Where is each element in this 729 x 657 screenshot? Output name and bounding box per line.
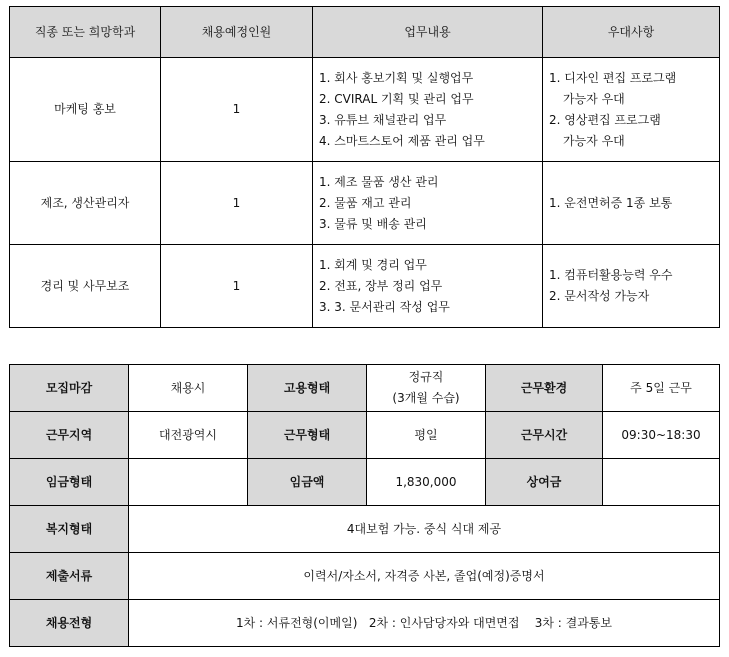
job-name: 마케팅 홍보 — [10, 58, 161, 162]
welfare-value: 4대보험 가능. 중식 식대 제공 — [129, 506, 720, 553]
process-label: 채용전형 — [10, 600, 129, 647]
process-value: 1차 : 서류전형(이메일) 2차 : 인사담당자와 대면면접 3차 : 결과통보 — [129, 600, 720, 647]
header-job: 직종 또는 희망학과 — [10, 7, 161, 58]
job-name: 경리 및 사무보조 — [10, 245, 161, 328]
welfare-label: 복지형태 — [10, 506, 129, 553]
environment-value: 주 5일 근무 — [603, 365, 720, 412]
wage-type-value — [129, 459, 248, 506]
work-form-value: 평일 — [367, 412, 486, 459]
bonus-label: 상여금 — [486, 459, 603, 506]
employment-type-label: 고용형태 — [248, 365, 367, 412]
work-form-label: 근무형태 — [248, 412, 367, 459]
deadline-label: 모집마감 — [10, 365, 129, 412]
header-preferences: 우대사항 — [543, 7, 720, 58]
location-value: 대전광역시 — [129, 412, 248, 459]
hire-count: 1 — [161, 245, 313, 328]
duty-item: 2. CVIRAL 기획 및 관리 업무 — [319, 91, 474, 106]
header-count: 채용예정인원 — [161, 7, 313, 58]
duty-item: 1. 회사 홍보기획 및 실행업무 — [319, 70, 474, 85]
documents-label: 제출서류 — [10, 553, 129, 600]
location-label: 근무지역 — [10, 412, 129, 459]
preference-item: 가능자 우대 — [563, 133, 625, 148]
duty-item: 3. 3. 문서관리 작성 업무 — [319, 299, 450, 314]
environment-label: 근무환경 — [486, 365, 603, 412]
hire-count: 1 — [161, 162, 313, 245]
employment-type-line: 정규직 — [408, 370, 444, 384]
preferences-list — [543, 58, 720, 162]
preference-item: 가능자 우대 — [563, 91, 625, 106]
working-conditions-table — [9, 364, 720, 647]
bonus-value — [603, 459, 720, 506]
job-name: 제조, 생산관리자 — [10, 162, 161, 245]
duty-item: 1. 회계 및 경리 업무 — [319, 257, 427, 272]
hours-label: 근무시간 — [486, 412, 603, 459]
documents-value: 이력서/자소서, 자격증 사본, 졸업(예정)증명서 — [129, 553, 720, 600]
hours-value: 09:30~18:30 — [603, 412, 720, 459]
duties-list — [313, 162, 543, 245]
job-duties-table — [9, 6, 720, 328]
table-row — [10, 245, 720, 328]
preferences-list — [543, 162, 720, 245]
preference-item: 1. 운전면허증 1종 보통 — [549, 195, 673, 210]
duty-item: 2. 전표, 장부 정리 업무 — [319, 278, 443, 293]
duty-item: 3. 물류 및 배송 관리 — [319, 216, 427, 231]
duty-item: 1. 제조 물품 생산 관리 — [319, 174, 439, 189]
duties-list — [313, 245, 543, 328]
duty-item: 2. 물품 재고 관리 — [319, 195, 412, 210]
duty-item: 4. 스마트스토어 제품 관리 업무 — [319, 133, 485, 148]
wage-amount-label: 임금액 — [248, 459, 367, 506]
employment-type-value — [367, 365, 486, 412]
preference-item: 1. 디자인 편집 프로그램 — [549, 70, 677, 85]
header-duties: 업무내용 — [313, 7, 543, 58]
preference-item: 1. 컴퓨터활용능력 우수 — [549, 268, 673, 282]
wage-amount-value: 1,830,000 — [367, 459, 486, 506]
wage-type-label: 임금형태 — [10, 459, 129, 506]
preference-item: 2. 영상편집 프로그램 — [549, 112, 661, 127]
preference-item: 2. 문서작성 가능자 — [549, 289, 650, 303]
duties-list — [313, 58, 543, 162]
preferences-list — [543, 245, 720, 328]
table-row — [10, 58, 720, 162]
duty-item: 3. 유튜브 채널관리 업무 — [319, 112, 447, 127]
hire-count: 1 — [161, 58, 313, 162]
table-row — [10, 162, 720, 245]
deadline-value: 채용시 — [129, 365, 248, 412]
employment-type-line: (3개월 수습) — [392, 391, 460, 405]
